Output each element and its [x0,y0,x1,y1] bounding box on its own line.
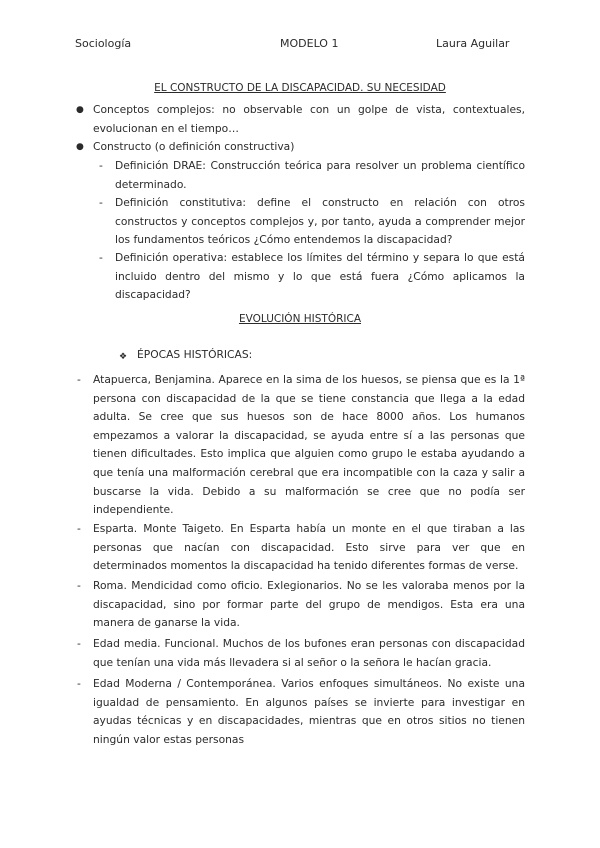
diamond-bullet-icon: ❖ [119,352,128,362]
dash-marker: - [77,579,81,592]
subbullet-item: Definición constitutiva: define el constructo en relación con otros constructos y conceptos complejos y, por tanto, ayuda a comprender mejor los fundamentos teóricos ¿Cómo entendemos la discapacidad? [115,196,525,247]
epoch-item-atapuerca: Atapuerca, Benjamina. Aparece en la sima de los huesos, se piensa que es la 1ª persona con discapacidad de la que se tiene constancia que llega a la edad adulta. Se cree que sus huesos son de hace 8000 años. Los humanos empezamos a valorar la discapacidad, se ayuda entre sí a las personas que tienen dificultades. Esto implica que alguien como grupo le estaba ayudando a que tenía una malformación cerebral que era incompatible con la caza y salir a buscarse la vida. Debido a su malformación se cree que no podía ser independiente. [93,373,525,517]
epoch-item-edad-moderna: Edad Moderna / Contemporánea. Varios enfoques simultáneos. No existe una igualdad de pensamiento. En algunos países se invierte para investigar en ayudas técnicas y en discapacidades, mientras que en otros sitios no tienen ningún valor estas personas [93,677,525,746]
bullet-item: Conceptos complejos: no observable con un golpe de vista, contextuales, evolucionan en el tiempo… [93,103,525,135]
bullet-item: Constructo (o definición constructiva) [93,140,295,153]
dash-marker: - [77,637,81,650]
dash-marker: - [99,159,103,172]
epoch-item-esparta: Esparta. Monte Taigeto. En Esparta había un monte en el que tiraban a las personas que nacían con discapacidad. Esto sirve para ver que en determinados momentos la discapacidad ha tenido diferentes formas de verse. [93,522,525,573]
subbullet-item: Definición DRAE: Construcción teórica para resolver un problema científico determinado. [115,159,525,191]
dash-marker: - [99,251,103,264]
bullet-icon: ● [76,105,84,115]
header-subject: Sociología [75,37,132,50]
dash-marker: - [77,677,81,690]
section-title-history: EVOLUCIÓN HISTÓRICA [238,313,362,325]
bullet-icon: ● [76,142,84,152]
epoch-item-edad-media: Edad media. Funcional. Muchos de los bufones eran personas con discapacidad que tenían una vida más llevadera si al señor o la señora le hacían gracia. [93,637,525,669]
page-header [0,37,600,53]
epoch-item-roma: Roma. Mendicidad como oficio. Exlegionarios. No se les valoraba menos por la discapacidad, sino por formar parte del grupo de mendigos. Esta era una manera de ganarse la vida. [93,579,525,630]
dash-marker: - [77,522,81,535]
dash-marker: - [77,373,81,386]
epochs-subheading: ÉPOCAS HISTÓRICAS: [137,348,253,361]
section-title-construct: EL CONSTRUCTO DE LA DISCAPACIDAD. SU NECESIDAD [154,82,446,94]
header-author: Laura Aguilar [436,37,510,50]
subbullet-item: Definición operativa: establece los límites del término y separa lo que está incluido dentro del mismo y lo que está fuera ¿Cómo aplicamos la discapacidad? [115,251,525,302]
dash-marker: - [99,196,103,209]
header-model: MODELO 1 [280,37,339,50]
